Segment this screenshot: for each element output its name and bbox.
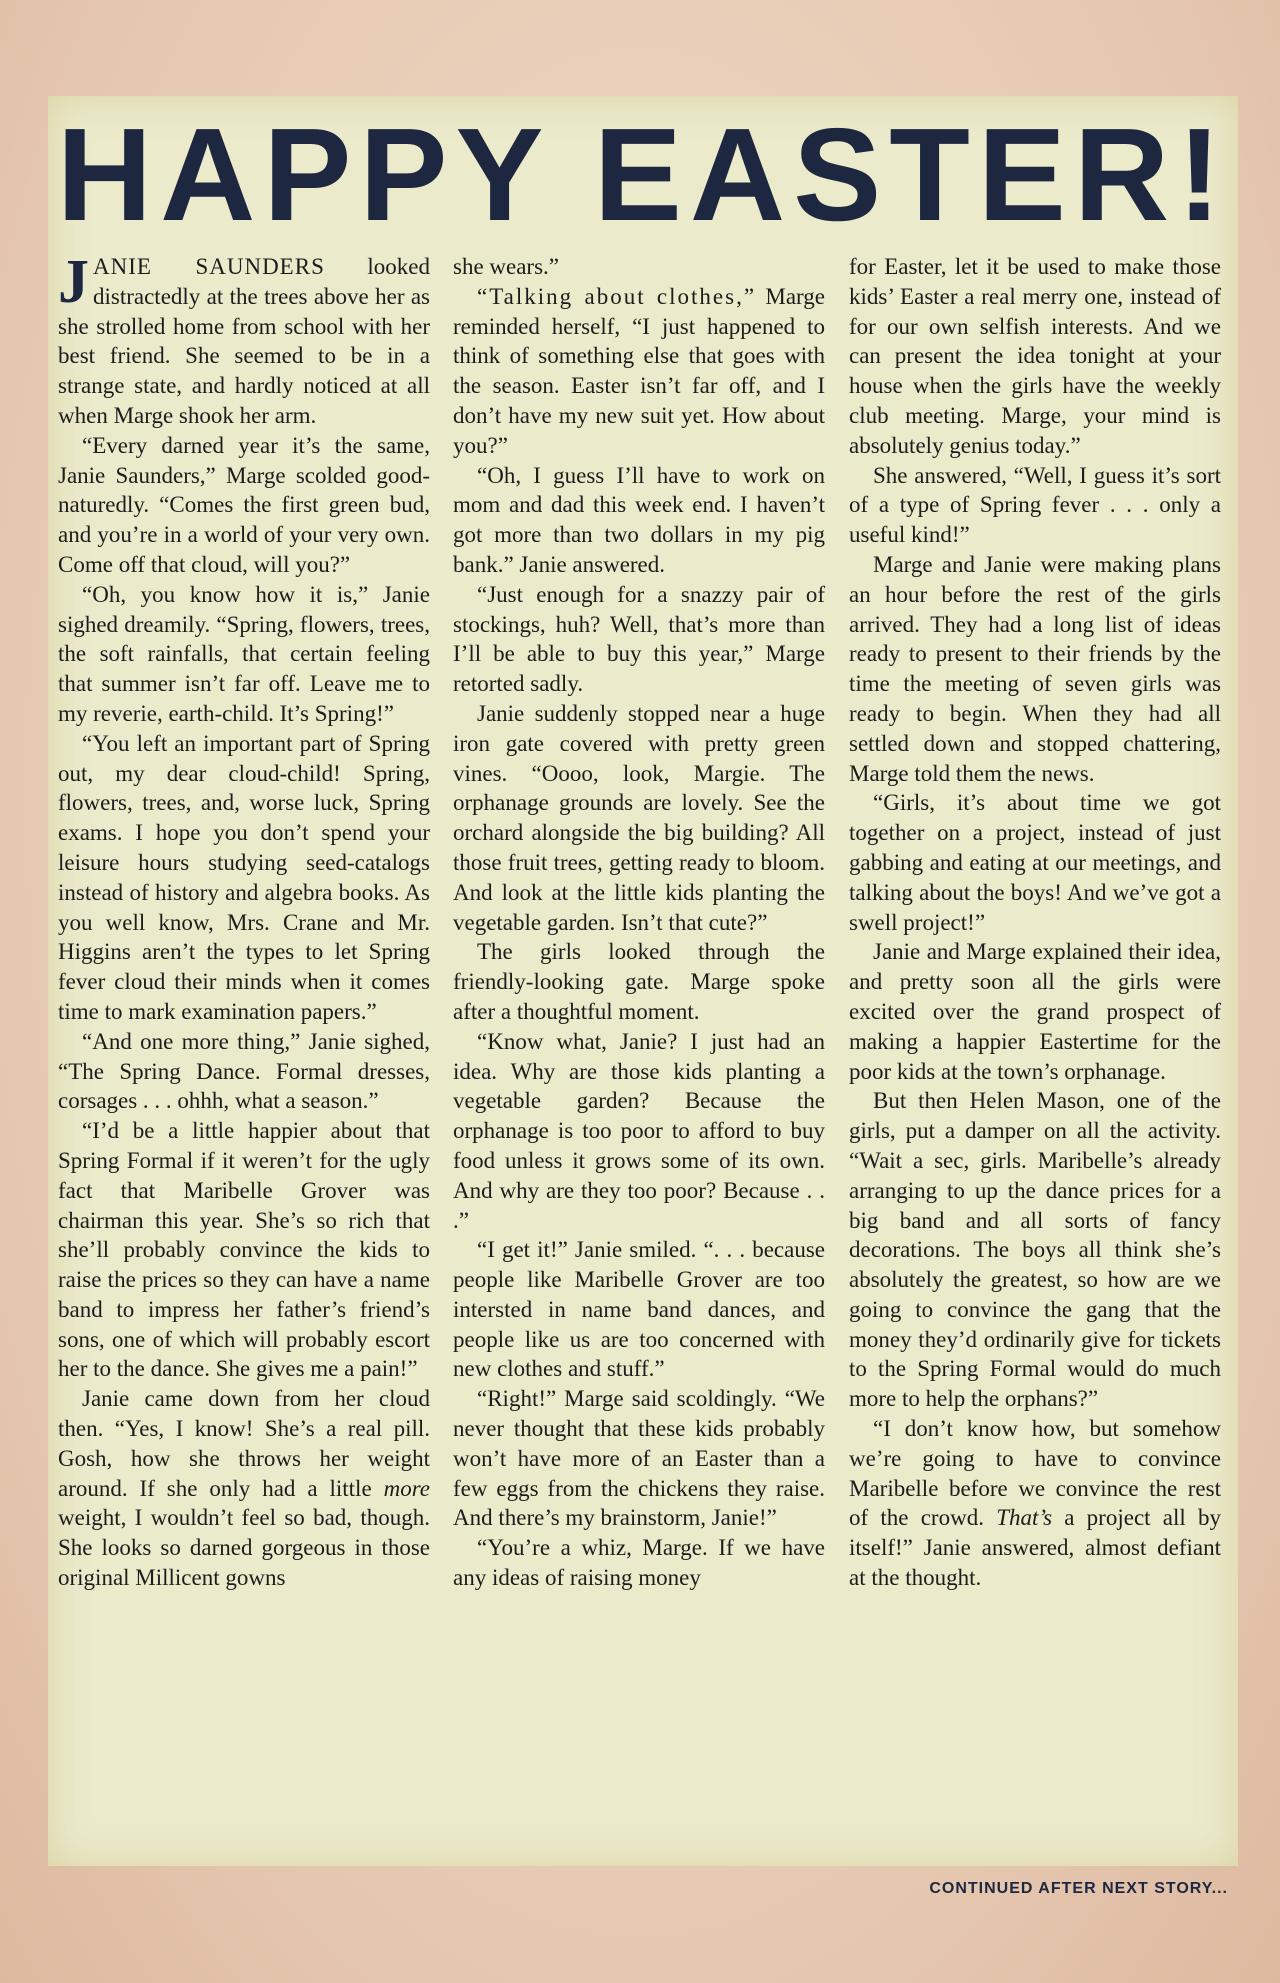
- paragraph: [58, 1384, 430, 1593]
- paragraph: [849, 1414, 1221, 1593]
- opening-text: looked distractedly at the trees above her as she strolled home from school with her best friend. She seemed to be in a strange state, and hardly noticed at all when Marge shook her arm.: [58, 254, 430, 428]
- column-1: [58, 248, 430, 1593]
- paragraph: Marge and Janie were making plans an hour before the rest of the girls arrived. They had a long list of ideas ready to present to their friends by the time the meeting of seven girls was ready to begin. When they had all settled down and stopped chattering, Marge told them the news.: [849, 551, 1221, 786]
- paragraph-text: a project all by itself!” Janie answered, almost defiant at the thought.: [849, 1505, 1221, 1591]
- column-2: [453, 252, 825, 1593]
- paragraph: Janie and Marge explained their idea, and pretty soon all the girls were excited over the grand prospect of making a happier Eastertime for the poor kids at the town’s orphanage.: [849, 939, 1221, 1084]
- paragraph: “Right!” Marge said scoldingly. “We never thought that these kids probably won’t have more of an Easter than a few eggs from the chickens they raise. And there’s my brainstorm, Janie!”: [453, 1386, 825, 1531]
- emphasis: more: [383, 1475, 430, 1501]
- paragraph: She answered, “Well, I guess it’s sort of a type of Spring fever . . . only a useful kind!”: [849, 462, 1221, 548]
- page-title: HAPPY EASTER!: [56, 101, 1230, 248]
- opening-name: ANIE SAUNDERS: [93, 254, 325, 279]
- paragraph: “I’d be a little happier about that Spring Formal if it weren’t for the ugly fact that Maribelle Grover was chairman this year. She’s so rich that she’ll probably convince the kids to raise the prices so they can have a name band to impress her father’s friend’s sons, one of which will probably escort her to the dance. She gives me a pain!”: [58, 1118, 430, 1382]
- paragraph: But then Helen Mason, one of the girls, put a damper on all the activity. “Wait a sec, girls. Maribelle’s already arranging to up the dance prices for a big band and all sorts of fancy decorations. The boys all think she’s absolutely the greatest, so how are we going to convince the gang that the money they’d ordinarily give for tickets to the Spring Formal would do much more to help the orphans?”: [849, 1088, 1221, 1412]
- paragraph: Janie suddenly stopped near a huge iron gate covered with pretty green vines. “Oooo, look, Margie. The orphanage grounds are lovely. See the orchard alongside the big building? All those fruit trees, getting ready to bloom. And look at the little kids planting the vegetable garden. Isn’t that cute?”: [453, 700, 825, 935]
- paragraph: “And one more thing,” Janie sighed, “The Spring Dance. Formal dresses, corsages . . . ohhh, what a season.”: [58, 1028, 430, 1114]
- paragraph-continued: she wears.”: [453, 254, 560, 279]
- paragraph: “I get it!” Janie smiled. “. . . because people like Maribelle Grover are too intersted in name band dances, and people like us are too concerned with new clothes and stuff.”: [453, 1237, 825, 1382]
- continued-note: CONTINUED AFTER NEXT STORY...: [929, 1880, 1228, 1897]
- paragraph: [453, 282, 825, 461]
- paragraph-text: Marge reminded herself, “I just happened to think of something else that goes with the season. Easter isn’t far off, and I don’t have my new suit yet. How about you?”: [453, 283, 825, 458]
- opening-paragraph: [58, 248, 430, 431]
- paragraph: “Just enough for a snazzy pair of stockings, huh? Well, that’s more than I’ll be able to buy this year,” Marge retorted sadly.: [453, 581, 825, 697]
- paragraph: “Know what, Janie? I just had an idea. Why are those kids planting a vegetable garden? Because the orphanage is too poor to afford to buy food unless it grows some of its own. And why are they too poor? Because . . .”: [453, 1028, 825, 1233]
- paragraph: “Oh, I guess I’ll have to work on mom and dad this week end. I haven’t got more than two dollars in my pig bank.” Janie answered.: [453, 462, 825, 577]
- paragraph-text: “I don’t know how, but somehow we’re going to have to convince Maribelle before we convince the rest of the crowd.: [849, 1416, 1221, 1531]
- paragraph: “You’re a whiz, Marge. If we have any ideas of raising money: [453, 1535, 825, 1591]
- drop-cap: J: [58, 248, 89, 316]
- paragraph: “Girls, it’s about time we got together on a project, instead of just gabbing and eating at our meetings, and talking about the boys! And we’ve got a swell project!”: [849, 790, 1221, 935]
- paragraph: “You left an important part of Spring out, my dear cloud-child! Spring, flowers, trees, and, worse luck, Spring exams. I hope you don’t spend your leisure hours studying seed-catalogs instead of history and algebra books. As you well know, Mrs. Crane and Mr. Higgins aren’t the types to let Spring fever cloud their minds when it comes time to mark examination papers.”: [58, 730, 430, 1024]
- paragraph: “Every darned year it’s the same, Janie Saunders,” Marge scolded good-naturedly. “Comes the first green bud, and you’re in a world of your very own. Come off that cloud, will you?”: [58, 432, 430, 577]
- paragraph-text: Janie came down from her cloud then. “Yes, I know! She’s a real pill. Gosh, how she throws her weight around. If she only had a little: [58, 1386, 430, 1501]
- paragraph-text: weight, I wouldn’t feel so bad, though. She looks so darned gorgeous in those original Millicent gowns: [58, 1505, 430, 1591]
- paragraph: The girls looked through the friendly-looking gate. Marge spoke after a thoughtful moment.: [453, 939, 825, 1024]
- column-3: [849, 252, 1221, 1593]
- paragraph-text: “Talking about clothes,”: [477, 283, 757, 309]
- paragraph-continued: for Easter, let it be used to make those kids’ Easter a real merry one, instead of for our own selfish interests. And we can present the idea tonight at your house when the girls have the weekly club meeting. Marge, your mind is absolutely genius today.”: [849, 254, 1221, 458]
- emphasis: That’s: [996, 1505, 1053, 1531]
- paragraph: “Oh, you know how it is,” Janie sighed dreamily. “Spring, flowers, trees, the soft rainfalls, that certain feeling that summer isn’t far off. Leave me to my reverie, earth-child. It’s Spring!”: [58, 581, 430, 726]
